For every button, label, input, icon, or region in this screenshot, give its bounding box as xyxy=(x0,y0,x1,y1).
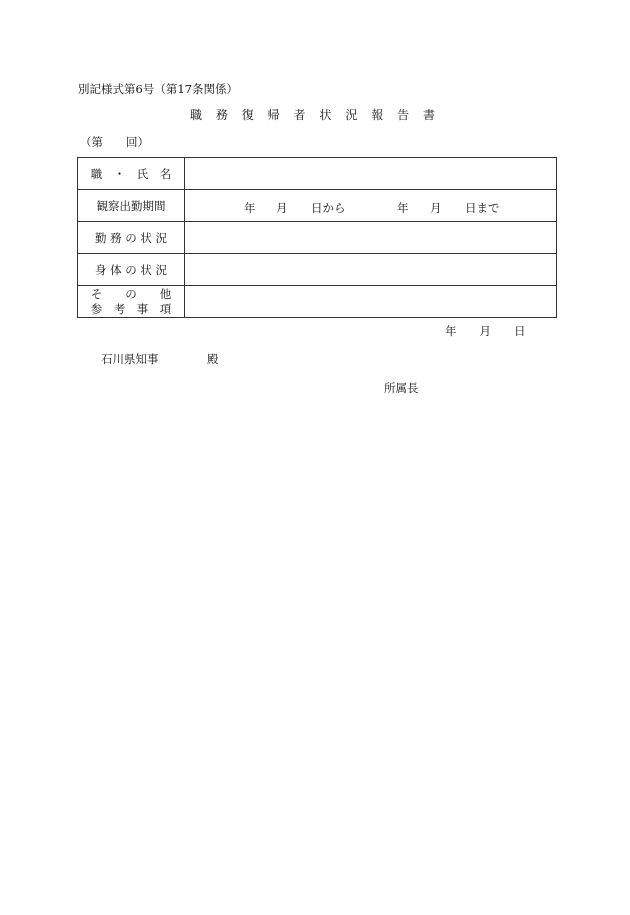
period-month-from: 月 xyxy=(276,201,288,215)
period-day-from: 日から xyxy=(311,201,346,215)
report-number: （第 回） xyxy=(80,135,149,149)
name-field[interactable] xyxy=(185,158,557,190)
physical-status-field[interactable] xyxy=(185,254,557,286)
period-day-until: 日まで xyxy=(465,201,500,215)
row-label-name: 職 ・ 氏 名 xyxy=(78,158,185,190)
row-label-other-notes xyxy=(78,286,185,318)
row-label-other-line2: 参 考 事 項 xyxy=(90,301,172,316)
table-row xyxy=(78,190,557,222)
form-code: 別記様式第6号（第17条関係） xyxy=(78,82,238,96)
period-month-until: 月 xyxy=(430,201,442,215)
row-label-other-line1: そ の 他 xyxy=(90,286,172,301)
row-label-period: 観察出勤期間 xyxy=(78,190,185,222)
addressee: 石川県知事 xyxy=(101,352,159,366)
work-status-field[interactable] xyxy=(185,222,557,254)
table-row xyxy=(78,286,557,318)
report-date: 年 月 日 xyxy=(445,324,526,338)
table-row xyxy=(78,254,557,286)
sender-title: 所属長 xyxy=(384,381,419,395)
table-row xyxy=(78,158,557,190)
other-notes-field[interactable] xyxy=(185,286,557,318)
period-year-until: 年 xyxy=(397,201,409,215)
row-label-physical-status: 身 体 の 状 況 xyxy=(78,254,185,286)
honorific: 殿 xyxy=(207,352,219,366)
period-field[interactable] xyxy=(185,190,557,222)
document-title: 職 務 復 帰 者 状 況 報 告 書 xyxy=(189,108,441,122)
report-table xyxy=(77,157,557,318)
row-label-work-status: 勤 務 の 状 況 xyxy=(78,222,185,254)
table-row xyxy=(78,222,557,254)
period-year-from: 年 xyxy=(244,201,256,215)
